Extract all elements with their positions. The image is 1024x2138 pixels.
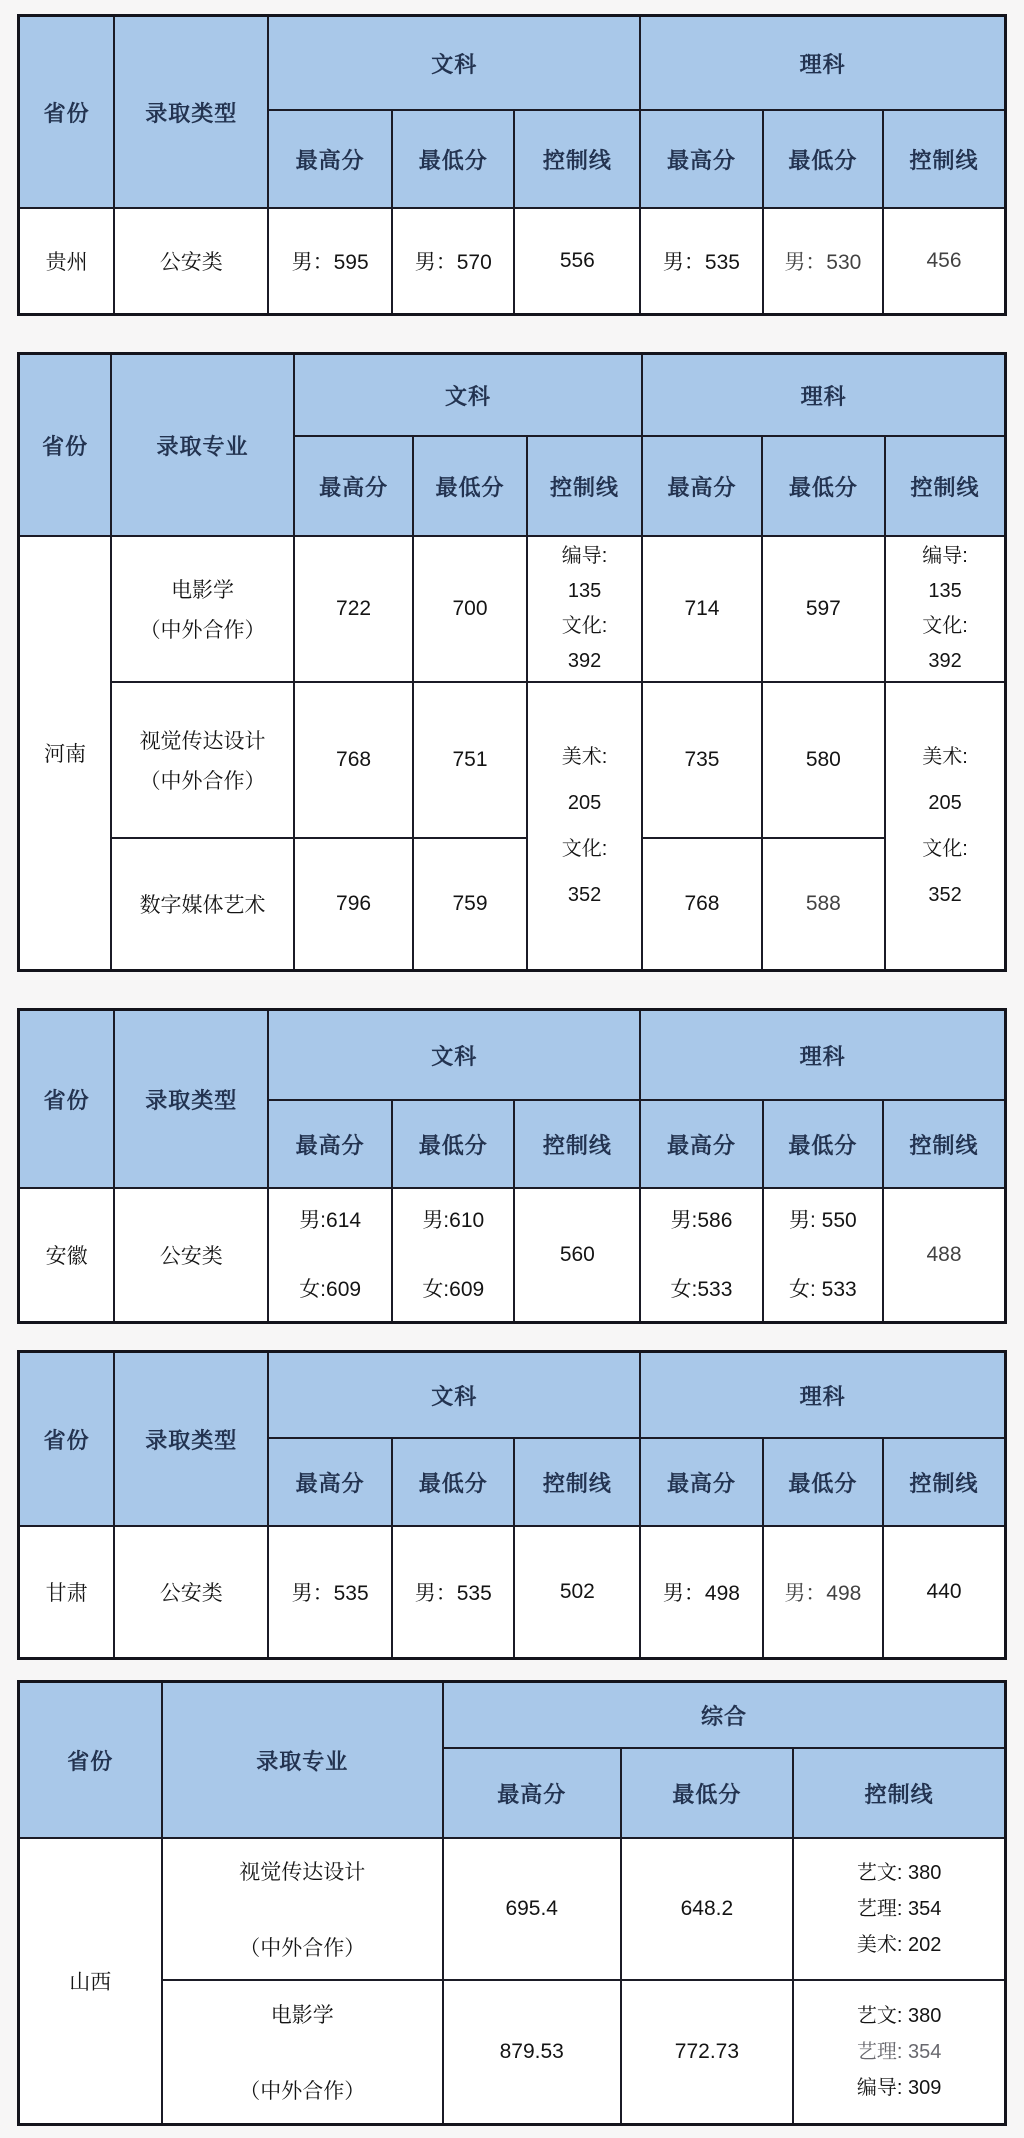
ctrl-line: 135: [567, 580, 602, 602]
t2-row3-arts-min: 759: [413, 838, 527, 971]
table-row: [19, 1838, 1006, 1980]
table-shanxi: [17, 1680, 1007, 2126]
ctrl-line: 艺理: 354: [856, 1898, 942, 1920]
t5-row2-line: [793, 1980, 1005, 2125]
t5-header-comprehensive: 综合: [443, 1682, 1006, 1749]
t4-header-province: 省份: [19, 1352, 115, 1527]
t2-rows23-sci-line: [885, 682, 1005, 971]
t5-row2-max: 879.53: [443, 1980, 621, 2125]
t1-header-sci-max: 最高分: [640, 110, 762, 208]
t2-row3-major: [111, 838, 294, 971]
t2-row1-arts-max: 722: [294, 536, 413, 682]
ctrl-line: 392: [928, 650, 962, 672]
t3-header-sci-max: 最高分: [640, 1100, 762, 1188]
ctrl-line: 文化:: [561, 838, 608, 860]
t3-header-sci-min: 最低分: [763, 1100, 883, 1188]
t5-row1-max: 695.4: [443, 1838, 621, 1980]
t4-type: 公安类: [114, 1526, 268, 1659]
t3-arts-line: 560: [514, 1188, 640, 1323]
t2-row1-arts-min: 700: [413, 536, 527, 682]
t2-row2-arts-max: 768: [294, 682, 413, 838]
t4-header-sci-max: 最高分: [640, 1438, 762, 1526]
t3-header-arts-min: 最低分: [392, 1100, 514, 1188]
t2-header-province: 省份: [19, 354, 112, 537]
t2-header-major: 录取专业: [111, 354, 294, 537]
t2-row1-sci-line: [885, 536, 1005, 682]
t1-sci-min: 男：530: [763, 208, 883, 315]
major-line: 视觉传达设计: [139, 730, 266, 753]
t2-rows23-arts-line: [527, 682, 642, 971]
t4-province: 甘肃: [19, 1526, 115, 1659]
t5-row1-min: 648.2: [621, 1838, 794, 1980]
major-line: （中外合作）: [239, 2080, 366, 2103]
t5-header-min: 最低分: [621, 1748, 794, 1838]
t4-header-sci-min: 最低分: [763, 1438, 883, 1526]
t2-row2-sci-min: 580: [762, 682, 885, 838]
t2-row3-sci-min: 588: [762, 838, 885, 971]
t4-arts-max: 男：535: [268, 1526, 392, 1659]
t5-row1-line: [793, 1838, 1005, 1980]
t2-header-arts: 文科: [294, 354, 642, 437]
ctrl-line: 艺理: 354: [856, 2041, 942, 2063]
t4-sci-max: 男：498: [640, 1526, 762, 1659]
score-line: 女:609: [299, 1278, 362, 1301]
t2-province: 河南: [19, 536, 112, 971]
t4-arts-min: 男：535: [392, 1526, 514, 1659]
t2-row1-major: [111, 536, 294, 682]
t4-header-arts: 文科: [268, 1352, 640, 1439]
score-line: 男: 550: [788, 1208, 857, 1232]
ctrl-line: 编导:: [922, 545, 968, 567]
t3-type: 公安类: [114, 1188, 268, 1323]
ctrl-line: 文化:: [922, 615, 968, 637]
table-row: [19, 1526, 1006, 1659]
t3-sci-min: [763, 1188, 883, 1323]
t4-header-science: 理科: [640, 1352, 1005, 1439]
ctrl-line: 392: [567, 650, 602, 672]
table-gap: [17, 316, 1007, 352]
t4-sci-line: 440: [883, 1526, 1005, 1659]
t1-type: 公安类: [114, 208, 268, 315]
score-line: 女:533: [670, 1278, 733, 1301]
table-gap: [17, 972, 1007, 1008]
t4-sci-min: 男：498: [763, 1526, 883, 1659]
table-row: [19, 838, 1006, 971]
t1-header-science: 理科: [640, 16, 1005, 111]
ctrl-line: 美术:: [561, 746, 608, 768]
ctrl-line: 205: [928, 792, 962, 814]
t2-header-sci-max: 最高分: [642, 436, 761, 536]
t1-header-type: 录取类型: [114, 16, 268, 209]
t2-row1-sci-min: 597: [762, 536, 885, 682]
table-gap: [17, 1324, 1007, 1350]
ctrl-line: 美术:: [922, 746, 968, 768]
t3-arts-max: [268, 1188, 392, 1323]
t5-header-province: 省份: [19, 1682, 162, 1839]
t3-province: 安徽: [19, 1188, 115, 1323]
t2-row3-arts-max: 796: [294, 838, 413, 971]
score-line: 女: 533: [788, 1278, 857, 1301]
t2-header-arts-min: 最低分: [413, 436, 527, 536]
t2-row2-arts-min: 751: [413, 682, 527, 838]
ctrl-line: 205: [567, 792, 602, 814]
t1-province: 贵州: [19, 208, 115, 315]
ctrl-line: 编导: 309: [856, 2077, 942, 2099]
major-line: （中外合作）: [239, 1937, 366, 1960]
ctrl-line: 美术: 202: [856, 1934, 942, 1956]
t5-row2-major: [162, 1980, 443, 2125]
score-line: 男:610: [422, 1208, 485, 1232]
major-line: 视觉传达设计: [239, 1861, 366, 1884]
table-guizhou: [17, 14, 1007, 316]
t2-row3-sci-max: 768: [642, 838, 761, 971]
t2-header-sci-line: 控制线: [885, 436, 1005, 536]
ctrl-line: 135: [928, 580, 962, 602]
t5-row2-min: 772.73: [621, 1980, 794, 2125]
t4-header-arts-max: 最高分: [268, 1438, 392, 1526]
table-anhui: [17, 1008, 1007, 1324]
t1-arts-min: 男：570: [392, 208, 514, 315]
t4-header-sci-line: 控制线: [883, 1438, 1005, 1526]
table-row: [19, 536, 1006, 682]
table-henan: [17, 352, 1007, 972]
score-line: 男:586: [670, 1208, 733, 1232]
t2-header-science: 理科: [642, 354, 1005, 437]
ctrl-line: 352: [928, 884, 962, 906]
t1-sci-max: 男：535: [640, 208, 762, 315]
score-line: 女:609: [422, 1278, 485, 1301]
t5-province: 山西: [19, 1838, 162, 2125]
t3-header-arts-max: 最高分: [268, 1100, 392, 1188]
ctrl-line: 文化:: [561, 615, 608, 637]
table-gap: [17, 1660, 1007, 1680]
ctrl-line: 352: [567, 884, 602, 906]
t1-arts-line: 556: [514, 208, 640, 315]
table-row: [19, 208, 1006, 315]
t1-header-province: 省份: [19, 16, 115, 209]
t3-header-arts: 文科: [268, 1010, 640, 1101]
t2-row1-sci-max: 714: [642, 536, 761, 682]
t3-header-province: 省份: [19, 1010, 115, 1189]
t4-header-arts-min: 最低分: [392, 1438, 514, 1526]
t5-header-max: 最高分: [443, 1748, 621, 1838]
t1-header-sci-min: 最低分: [763, 110, 883, 208]
t1-header-arts-line: 控制线: [514, 110, 640, 208]
t3-header-arts-line: 控制线: [514, 1100, 640, 1188]
table-row: [19, 682, 1006, 838]
t1-header-arts-min: 最低分: [392, 110, 514, 208]
t3-sci-line: 488: [883, 1188, 1005, 1323]
t4-arts-line: 502: [514, 1526, 640, 1659]
ctrl-line: 编导:: [561, 545, 608, 567]
t2-header-arts-line: 控制线: [527, 436, 642, 536]
t3-header-type: 录取类型: [114, 1010, 268, 1189]
t5-header-line: 控制线: [793, 1748, 1005, 1838]
ctrl-line: 艺文: 380: [856, 2005, 942, 2027]
t1-header-arts: 文科: [268, 16, 640, 111]
ctrl-line: 艺文: 380: [856, 1862, 942, 1884]
t3-sci-max: [640, 1188, 762, 1323]
score-line: 男:614: [299, 1208, 362, 1232]
table-row: [19, 1188, 1006, 1323]
t2-row1-arts-line: [527, 536, 642, 682]
t3-header-sci-line: 控制线: [883, 1100, 1005, 1188]
major-line: 电影学: [171, 579, 235, 602]
t2-header-sci-min: 最低分: [762, 436, 885, 536]
t1-sci-line: 456: [883, 208, 1005, 315]
ctrl-line: 文化:: [922, 838, 968, 860]
major-line: 电影学: [270, 2004, 334, 2027]
t2-header-arts-max: 最高分: [294, 436, 413, 536]
t5-header-major: 录取专业: [162, 1682, 443, 1839]
t5-row1-major: [162, 1838, 443, 1980]
t2-row2-major: [111, 682, 294, 838]
t4-header-type: 录取类型: [114, 1352, 268, 1527]
table-gansu: [17, 1350, 1007, 1660]
t1-header-sci-line: 控制线: [883, 110, 1005, 208]
major-line: （中外合作）: [139, 619, 266, 642]
major-line: 数字媒体艺术: [139, 894, 266, 917]
t3-arts-min: [392, 1188, 514, 1323]
t3-header-science: 理科: [640, 1010, 1005, 1101]
t2-row2-sci-max: 735: [642, 682, 761, 838]
t1-arts-max: 男：595: [268, 208, 392, 315]
t1-header-arts-max: 最高分: [268, 110, 392, 208]
major-line: （中外合作）: [139, 770, 266, 793]
table-row: [19, 1980, 1006, 2125]
t4-header-arts-line: 控制线: [514, 1438, 640, 1526]
